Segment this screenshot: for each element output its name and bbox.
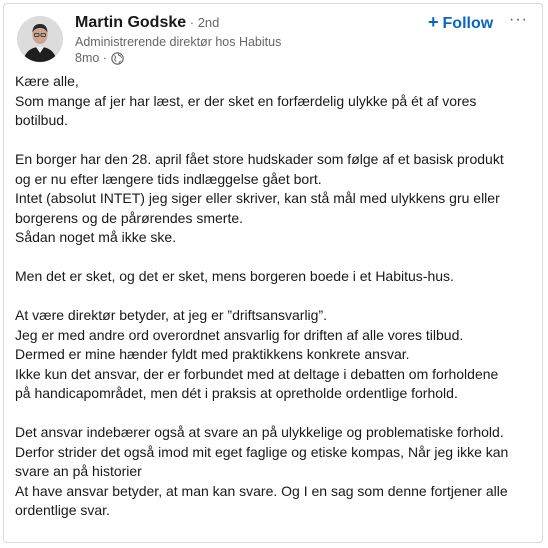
post-line: borgerens og de pårørendes smerte. <box>15 209 244 226</box>
post-line: Sådan noget må ikke ske. <box>15 229 177 245</box>
paragraph-gap <box>15 404 535 424</box>
post-meta <box>75 50 124 66</box>
post-line: svare an på historier <box>15 463 142 479</box>
post-line: Dermed er mine hænder fyldt med praktikkens konkrete ansvar. <box>15 346 410 362</box>
post-text <box>15 72 535 521</box>
post-line: Jeg er med andre ord overordnet ansvarlig for driften af alle vores tilbud. <box>15 326 464 343</box>
author-headline: Administrerende direktør hos Habitus <box>75 35 282 49</box>
post-line: Derfor strider det også imod mit eget faglige og etiske kompas, Når jeg ikke kan <box>15 443 509 460</box>
author-name-row <box>75 13 219 33</box>
paragraph-gap <box>15 287 535 307</box>
post-line: Men det er sket, og det er sket, mens borgeren boede i et Habitus-hus. <box>15 268 454 284</box>
post-line: Det ansvar indebærer også at svare an på ulykkelige og problematiske forhold. <box>15 424 504 440</box>
post-line: At være direktør betyder, at jeg er ”driftsansvarlig”. <box>15 307 327 323</box>
post-line: At have ansvar betyder, at man kan svare. Og I en sag som denne fortjener alle <box>15 482 508 499</box>
post-line: Som mange af jer har læst, er der sket en forfærdelig ulykke på ét af vores <box>15 92 477 109</box>
post-time: 8mo · <box>75 51 107 65</box>
follow-button[interactable] <box>428 12 493 34</box>
follow-label: Follow <box>442 15 494 32</box>
connection-degree: · 2nd <box>186 15 220 30</box>
plus-icon: + <box>428 12 439 32</box>
avatar[interactable] <box>17 16 63 62</box>
post-line: og er nu efter længere tids indlæggelse gået bort. <box>15 170 322 187</box>
post-line: En borger har den 28. april fået store hudskader som følge af et basisk produkt <box>15 151 504 167</box>
person-photo-icon <box>17 16 63 62</box>
post-line: Kære alle, <box>15 73 79 89</box>
post-card <box>3 3 543 543</box>
more-options-button[interactable]: ··· <box>509 11 528 28</box>
post-line: ordentlige svar. <box>15 502 110 518</box>
post-line: botilbud. <box>15 112 68 128</box>
post-line: Ikke kun det ansvar, der er forbundet med at deltage i debatten om forholdene <box>15 365 499 382</box>
post-line: på handicapområdet, men dét i praksis at opretholde ordentlige forhold. <box>15 385 458 401</box>
paragraph-gap <box>15 131 535 151</box>
globe-icon <box>111 52 124 65</box>
post-line: Intet (absolut INTET) jeg siger eller skriver, kan stå mål med ulykkens gru eller <box>15 190 500 206</box>
paragraph-gap <box>15 248 535 268</box>
author-name[interactable]: Martin Godske <box>75 14 187 31</box>
